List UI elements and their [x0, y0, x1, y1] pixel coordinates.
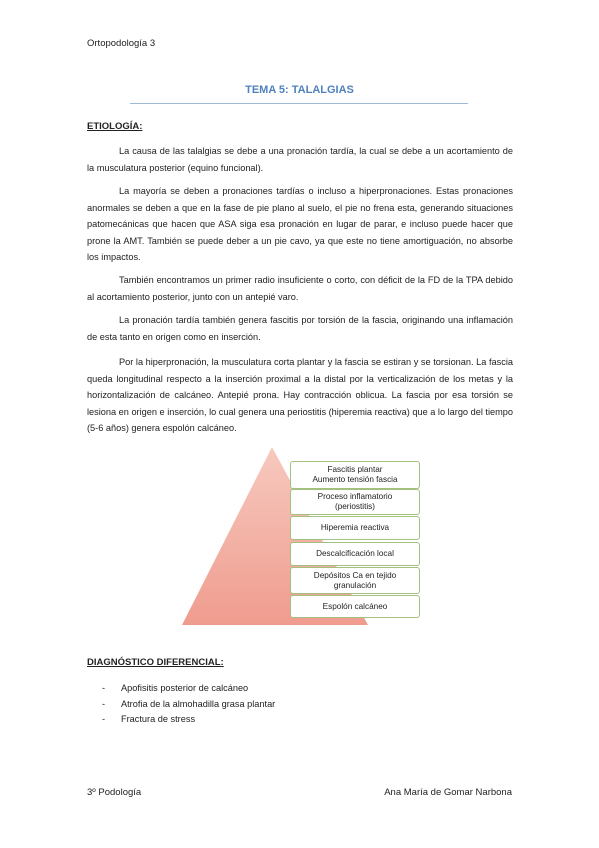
- list-item: [102, 681, 275, 697]
- bullet-dash: -: [102, 683, 106, 693]
- pyramid-step-2-line1: Proceso inflamatorio: [317, 492, 393, 501]
- pyramid-step-1-line2: Aumento tensión fascia: [312, 475, 398, 484]
- pyramid-step-3-line1: Hiperemia reactiva: [320, 523, 390, 532]
- pyramid-step-6: [290, 595, 420, 618]
- paragraph-5: Por la hiperpronación, la musculatura corta plantar y la fascia se estiran y se torsionan. La fascia queda longitudinal respecto a la inserción proximal a la distal por la verticalización de los metas y la horizontalización de calcáneo. Antepié prona. Hay contracción oblicua. La fascia por esa torsión se lesiona en origen e inserción, lo cual genera una periostitis (hiperemia reactiva) que a lo largo del tiempo (5-6 años) genera espolón calcáneo.: [87, 357, 513, 433]
- pyramid-step-6-line1: Espolón calcáneo: [322, 601, 388, 611]
- etiologia-heading: ETIOLOGÍA:: [87, 121, 143, 132]
- footer-left: 3º Podología: [87, 787, 142, 798]
- pyramid-step-5-line1: Depósitos Ca en tejido: [313, 570, 397, 580]
- pyramid-step-5-line2: granulación: [333, 580, 377, 590]
- paragraph-1: La causa de las talalgias se debe a una pronación tardía, la cual se debe a un acortamiento de la musculatura posterior (equino funcional).: [87, 146, 513, 173]
- pyramid-step-2: [290, 489, 420, 515]
- title-divider: [130, 103, 468, 104]
- footer-right: Ana María de Gomar Narbona: [384, 787, 512, 798]
- bullet-dash: -: [102, 714, 106, 724]
- pyramid-step-1: [290, 461, 420, 489]
- pyramid-step-1-line1: Fascitis plantar: [327, 465, 383, 474]
- list-item: [102, 697, 275, 713]
- list-item-text: Fractura de stress: [121, 714, 196, 724]
- pyramid-step-4-line1: Descalcificación local: [316, 549, 394, 558]
- diagnostico-heading: DIAGNÓSTICO DIFERENCIAL:: [87, 657, 224, 668]
- diagnostico-list: [102, 681, 275, 728]
- bullet-dash: -: [102, 698, 106, 709]
- paragraph-2: La mayoría se deben a pronaciones tardías o incluso a hiperpronaciones. Estas pronaciones anormales se deben a que en la fase de pie plano al suelo, el pie no frena esta, generando situaciones patomecánicas que hacen que ASA siga esa pronación en lugar de parar, e incluso puede hacer que prone la AMT. También se puede deber a un pie cavo, ya que este no tiene amortiguación, no absorbe los impactos.: [87, 186, 513, 262]
- pyramid-step-5: [290, 567, 420, 594]
- page-header: Ortopodología 3: [87, 38, 156, 49]
- pyramid-step-2-line2: (periostitis): [334, 502, 376, 511]
- paragraph-3: También encontramos un primer radio insuficiente o corto, con déficit de la FD de la TPA debido al acortamiento posterior, junto con un antepié varo.: [87, 275, 513, 302]
- page-title: TEMA 5: TALALGIAS: [245, 84, 354, 96]
- list-item-text: Atrofia de la almohadilla grasa plantar: [121, 698, 276, 709]
- list-item-text: Apofisitis posterior de calcáneo: [121, 683, 249, 693]
- pyramid-step-4: [290, 542, 420, 566]
- paragraph-4: La pronación tardía también genera fascitis por torsión de la fascia, originando una inflamación de esta tanto en origen como en inserción.: [87, 315, 513, 342]
- pyramid-step-3: [290, 516, 420, 540]
- list-item: [102, 712, 275, 728]
